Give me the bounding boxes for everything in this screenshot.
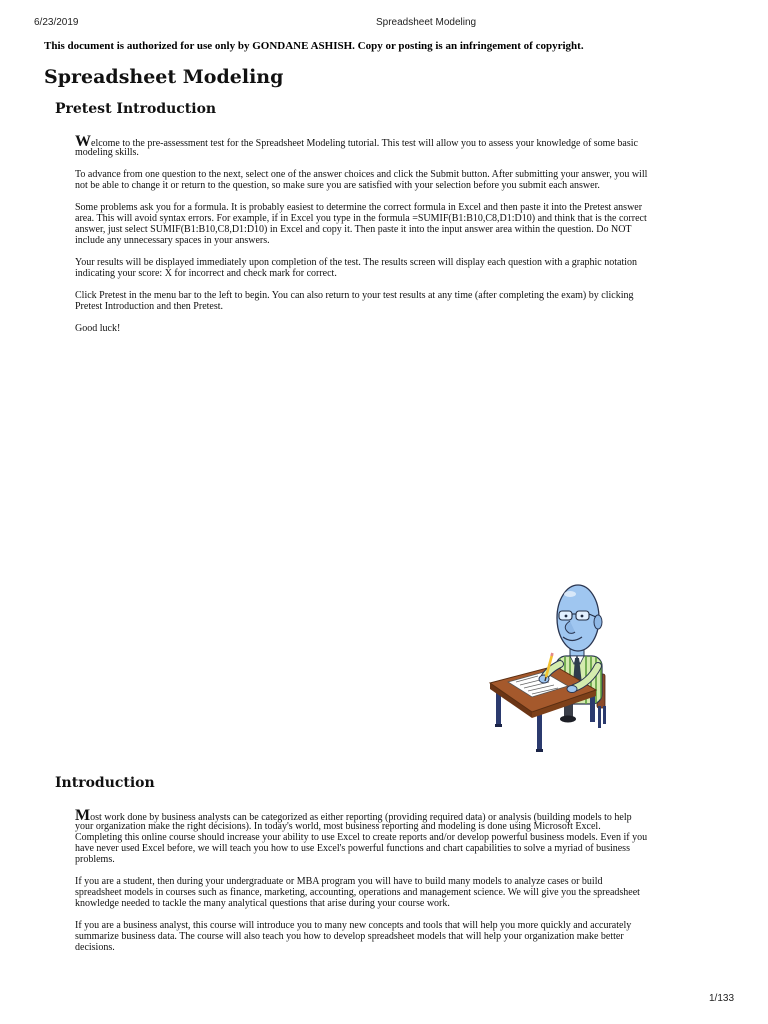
paragraph-line: If you are a business analyst, this course will introduce you to many new concepts and tools that will help you more quickly and accurately — [75, 920, 632, 931]
print-header-title: Spreadsheet Modeling — [376, 17, 477, 28]
student-taking-test-illustration — [486, 582, 608, 754]
section-heading-pretest-introduction: Pretest Introduction — [55, 101, 217, 117]
paragraph-line: Some problems ask you for a formula. It is probably easiest to determine the correct formula in Excel and then paste it into the Pretest answer — [75, 202, 643, 213]
paragraph — [75, 169, 735, 191]
paragraph-line: your organization make the right decisions). In today's world, most business reporting and modeling is done using Microsoft Excel. — [75, 821, 601, 832]
paragraph-line: To advance from one question to the next, select one of the answer choices and click the Submit button. After submitting your answer, you will — [75, 169, 648, 180]
paragraph-line: Completing this online course should increase your ability to use Excel to create reports and/or develop powerful business models. Even if you — [75, 832, 648, 843]
paragraph — [75, 290, 735, 312]
print-header-date: 6/23/2019 — [34, 17, 79, 28]
paragraph — [75, 920, 735, 953]
print-footer-page-number: 1/133 — [709, 993, 735, 1004]
paragraph — [75, 876, 735, 909]
paragraph-line: If you are a student, then during your undergraduate or MBA program you will have to build many models to analyze cases or build — [75, 876, 603, 887]
paragraph-line: have never used Excel before, we will teach you how to use Excel's powerful functions and chart capabilities to solve a myriad of business — [75, 843, 630, 854]
paragraph-line: Click Pretest in the menu bar to the left to begin. You can also return to your test results at any time (after completing the exam) by clicking — [75, 290, 634, 301]
paragraph-line: problems. — [75, 854, 115, 865]
paragraph-line: Welcome to the pre-assessment test for the Spreadsheet Modeling tutorial. This test will allow you to assess your knowledge of some basic — [75, 133, 638, 150]
paragraph-line: indicating your score: X for incorrect and check mark for correct. — [75, 268, 337, 279]
paragraph-line: knowledge needed to tackle the many analytical questions that arise during your course work. — [75, 898, 450, 909]
introduction-body — [75, 807, 735, 964]
paragraph-line: modeling skills. — [75, 147, 139, 158]
paragraph-line: answer, just select SUMIF(B1:B10,C8,D1:D10) in Excel and copy it. Then paste it into the input answer area within the question. Do NOT — [75, 224, 632, 235]
paragraph-line: include any unnecessary spaces in your answers. — [75, 235, 270, 246]
paragraph-line: not be able to change it or return to the question, so make sure you are satisfied with your selection before you submit each answer. — [75, 180, 600, 191]
section-heading-introduction: Introduction — [55, 775, 155, 791]
desk-leg — [590, 694, 595, 722]
paragraph-line: decisions. — [75, 942, 115, 953]
paragraph-line: Pretest Introduction and then Pretest. — [75, 301, 224, 312]
pretest-introduction-body — [75, 133, 735, 345]
paragraph-good-luck — [75, 323, 735, 334]
paragraph — [75, 807, 735, 865]
paragraph-line: Your results will be displayed immediately upon completion of the test. The results screen will display each question with a graphic notation — [75, 257, 638, 268]
paragraph — [75, 257, 735, 279]
paragraph-line: Most work done by business analysts can be categorized as either reporting (providing required data) or analysis (building models to help — [75, 807, 632, 824]
paragraph — [75, 202, 735, 246]
student-head — [557, 585, 602, 651]
desk-leg — [537, 714, 542, 752]
paragraph-line: Good luck! — [75, 323, 121, 334]
paragraph — [75, 133, 735, 158]
paragraph-line: area. This will avoid syntax errors. For example, if in Excel you type in the formula =SUMIF(B1:B10,C8,D1:D10) and think that is the correct — [75, 213, 647, 224]
page-title: Spreadsheet Modeling — [44, 66, 284, 88]
authorization-notice: This document is authorized for use only by GONDANE ASHISH. Copy or posting is an infringement of copyright. — [44, 40, 584, 52]
paragraph-line: summarize business data. The course will also teach you how to develop spreadsheet models that will help your organization make better — [75, 931, 624, 942]
paragraph-line: spreadsheet models in courses such as finance, marketing, accounting, operations and management science. We will give you the spreadsheet — [75, 887, 640, 898]
